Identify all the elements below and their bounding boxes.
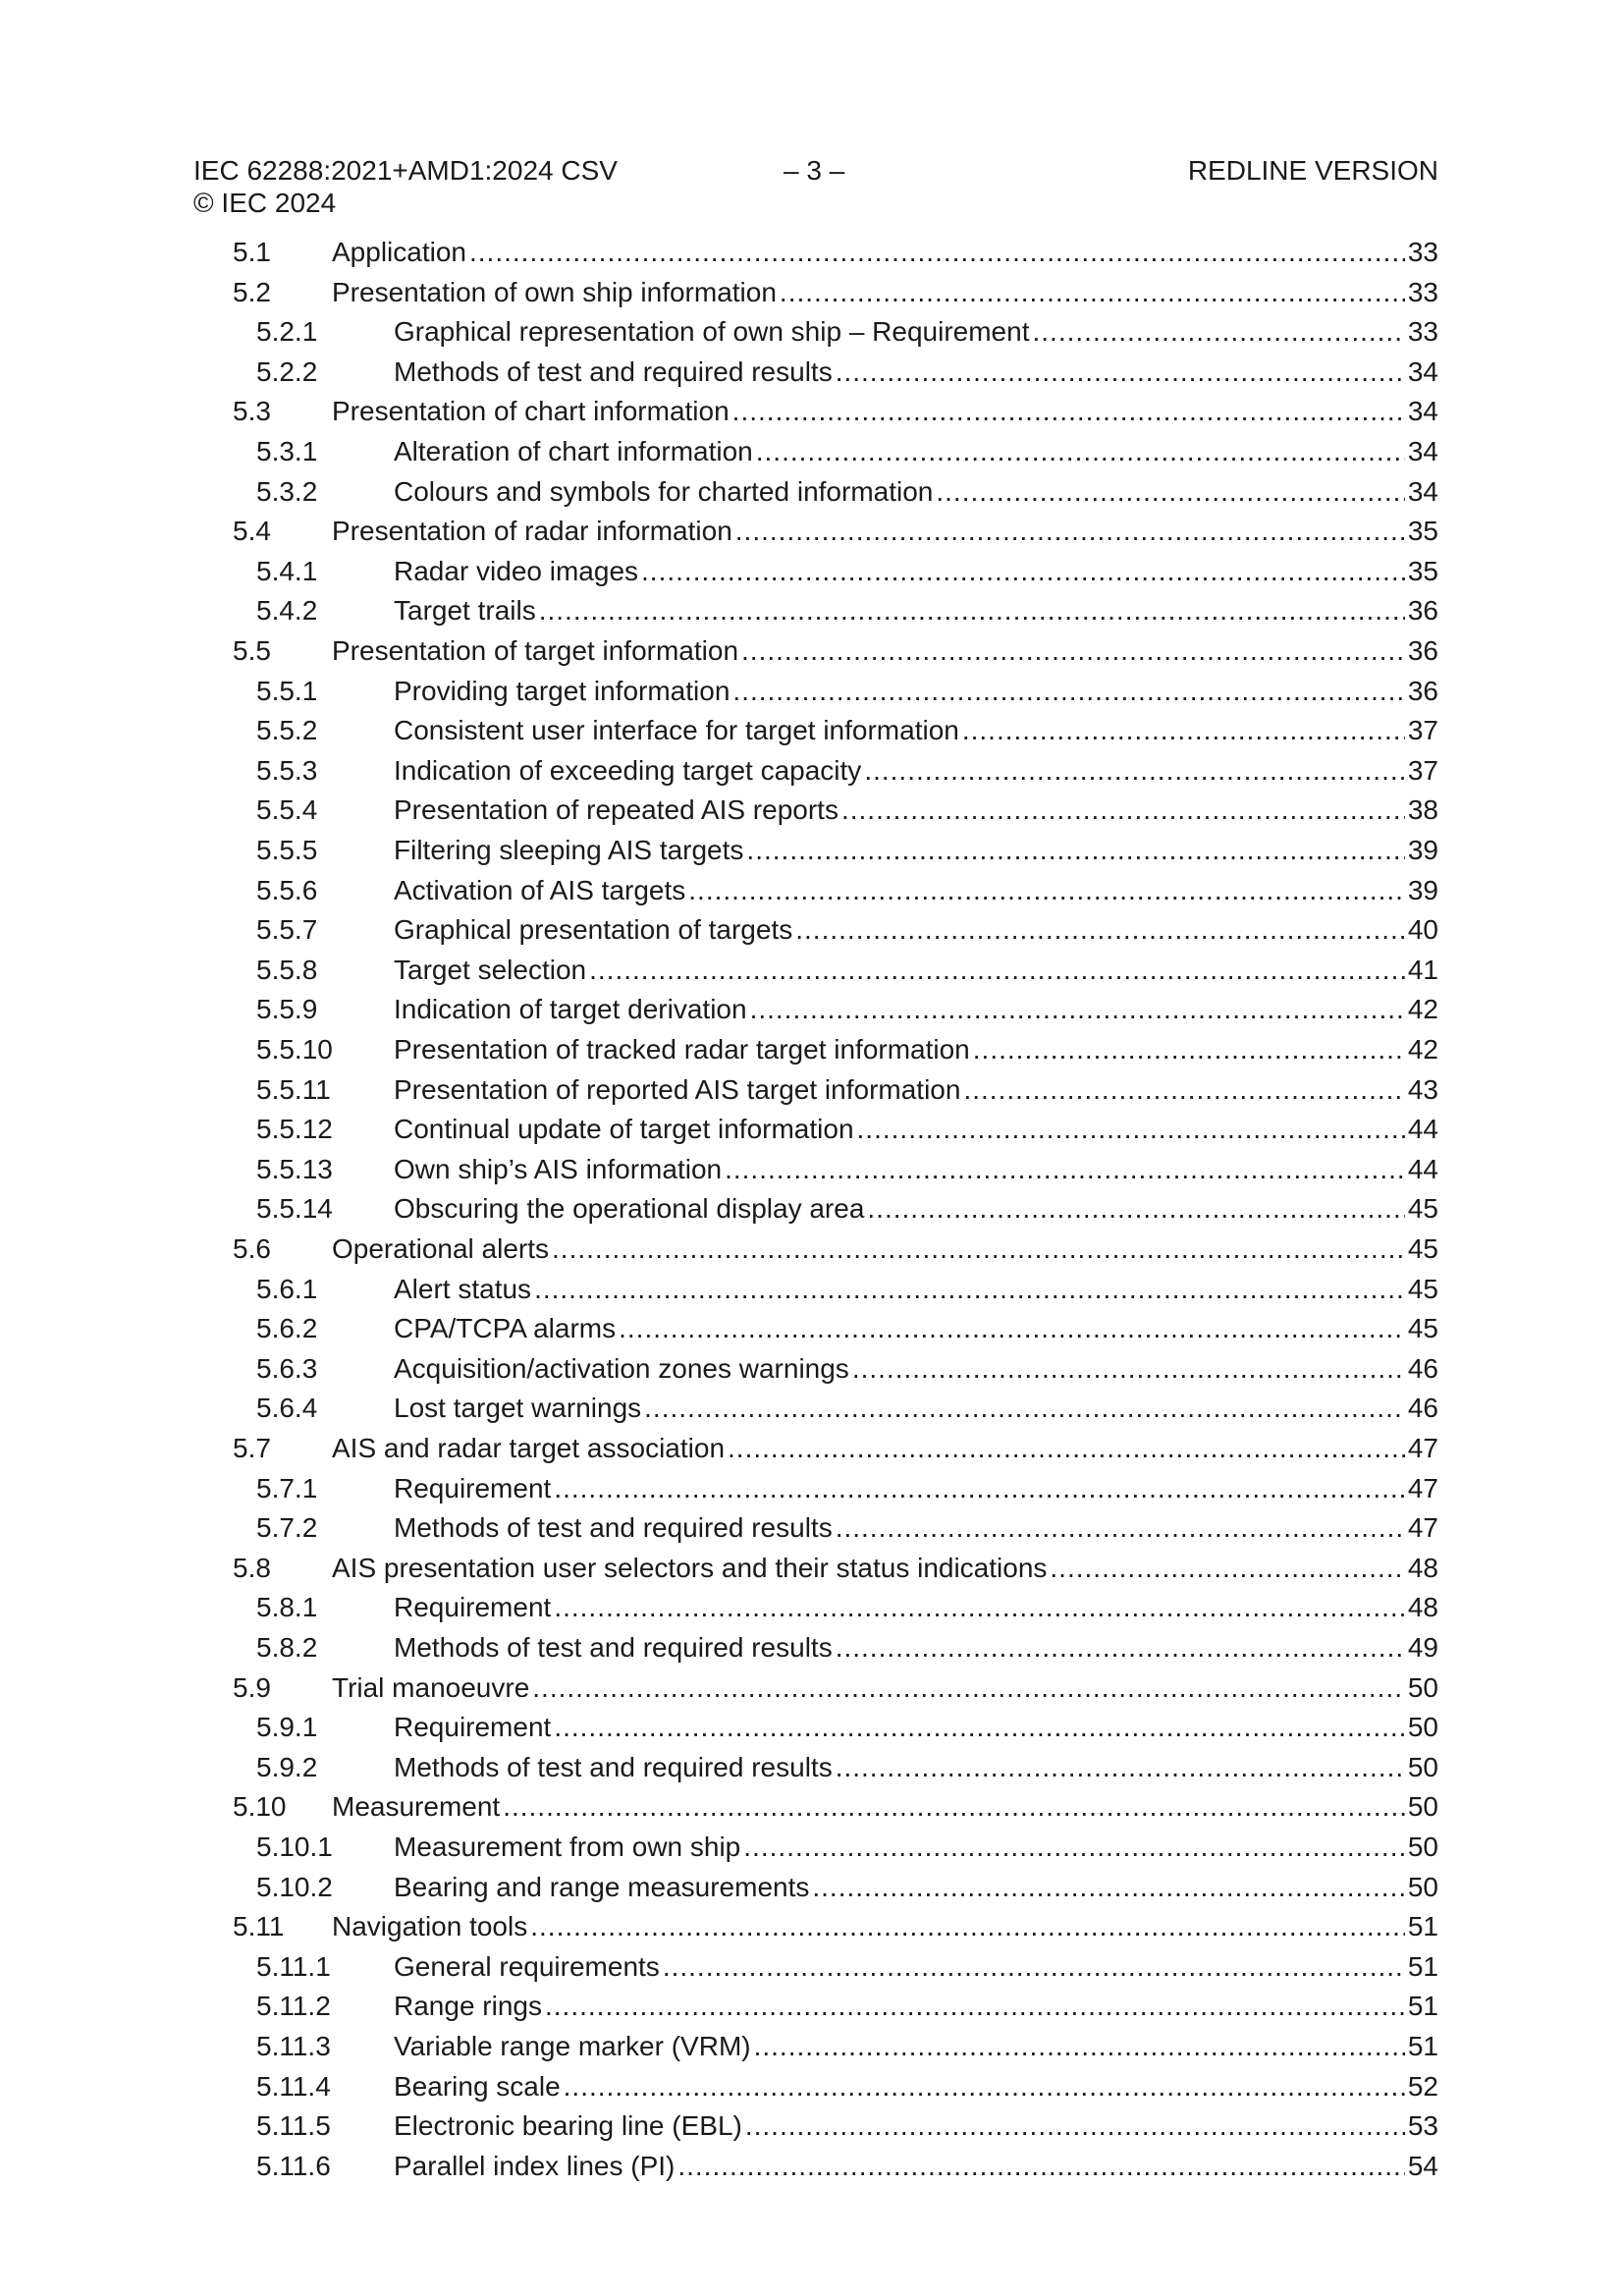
toc-entry-page: 50 (1407, 1712, 1438, 1743)
toc-entry-title: Continual update of target information (394, 1114, 854, 1145)
toc-entry-title: Activation of AIS targets (394, 874, 686, 905)
toc-entry-page: 45 (1407, 1233, 1438, 1264)
toc-entry-leader-dots (812, 1868, 1404, 1907)
toc-entry[interactable] (256, 312, 1438, 352)
toc-entry-leader-dots (641, 552, 1405, 591)
toc-entry-leader-dots (795, 910, 1405, 950)
toc-entry-leader-dots (552, 1230, 1405, 1269)
toc-entry-page: 50 (1407, 1671, 1438, 1703)
toc-entry[interactable] (256, 1309, 1438, 1348)
toc-entry-page: 36 (1407, 675, 1438, 706)
toc-entry-page: 36 (1407, 595, 1438, 627)
toc-entry-page: 45 (1407, 1273, 1438, 1304)
toc-entry-title: CPA/TCPA alarms (394, 1313, 617, 1344)
toc-entry-page: 34 (1407, 475, 1438, 507)
toc-entry-title: Target selection (394, 954, 587, 985)
toc-entry-leader-dots (936, 472, 1404, 512)
toc-entry[interactable] (233, 1549, 1438, 1588)
toc-entry[interactable] (256, 2027, 1438, 2066)
header-standard-id: IEC 62288:2021+AMD1:2024 CSV (193, 155, 618, 186)
toc-entry-leader-dots (1032, 312, 1404, 352)
toc-entry[interactable] (256, 1748, 1438, 1787)
toc-entry-title: Presentation of target information (332, 635, 739, 666)
toc-entry[interactable] (256, 552, 1438, 591)
toc-entry-leader-dots (732, 672, 1404, 711)
toc-entry-leader-dots (735, 512, 1405, 551)
toc-entry[interactable] (233, 1429, 1438, 1468)
toc-entry-leader-dots (503, 1787, 1405, 1827)
toc-entry[interactable] (233, 1907, 1438, 1946)
toc-entry-title: Requirement (394, 1472, 552, 1503)
toc-entry-leader-dots (725, 1150, 1405, 1189)
toc-entry[interactable] (233, 233, 1438, 272)
toc-entry[interactable] (256, 1469, 1438, 1508)
toc-entry[interactable] (256, 1828, 1438, 1867)
header-copyright: © IEC 2024 (193, 188, 337, 218)
toc-entry-title: Acquisition/activation zones warnings (394, 1352, 849, 1384)
toc-entry-number: 5.11.2 (256, 1991, 331, 2022)
toc-entry-number: 5.6.4 (256, 1393, 318, 1424)
toc-entry-number: 5.6.3 (256, 1352, 318, 1384)
toc-entry-page: 44 (1407, 1153, 1438, 1184)
toc-entry-leader-dots (554, 1588, 1405, 1627)
toc-entry-page: 44 (1407, 1114, 1438, 1145)
toc-entry-leader-dots (756, 432, 1405, 471)
toc-entry-number: 5.2.1 (256, 316, 318, 348)
toc-entry-page: 42 (1407, 994, 1438, 1025)
toc-entry-title: General requirements (394, 1950, 660, 1982)
toc-entry-page: 48 (1407, 1552, 1438, 1583)
toc-entry-page: 34 (1407, 396, 1438, 427)
toc-entry[interactable] (233, 631, 1438, 671)
toc-entry-page: 47 (1407, 1472, 1438, 1503)
toc-entry-leader-dots (534, 1270, 1405, 1309)
toc-entry-leader-dots (741, 631, 1405, 671)
toc-entry-leader-dots (750, 990, 1405, 1029)
toc-entry[interactable] (256, 1868, 1438, 1907)
toc-entry-page: 33 (1407, 237, 1438, 267)
toc-entry[interactable] (256, 1110, 1438, 1149)
toc-entry-page: 45 (1407, 1313, 1438, 1344)
header-page-number: – 3 – (784, 155, 845, 186)
toc-entry-leader-dots (530, 1907, 1405, 1946)
toc-entry-title: Consistent user interface for target information (394, 715, 959, 746)
toc-entry-page: 51 (1407, 1950, 1438, 1982)
toc-entry-title: Filtering sleeping AIS targets (394, 835, 744, 865)
toc-entry-page: 47 (1407, 1512, 1438, 1544)
toc-entry-number: 5.3.1 (256, 436, 318, 466)
toc-entry[interactable] (256, 1270, 1438, 1309)
toc-entry-title: Presentation of reported AIS target information (394, 1073, 961, 1105)
toc-entry-leader-dots (754, 2027, 1405, 2066)
toc-entry-title: Presentation of radar information (332, 516, 732, 547)
toc-entry-page: 41 (1407, 954, 1438, 985)
toc-entry-leader-dots (836, 1508, 1405, 1548)
toc-entry-number: 5.5.7 (256, 914, 318, 946)
toc-entry-number: 5.9.1 (256, 1712, 318, 1743)
toc-entry[interactable] (233, 512, 1438, 551)
toc-entry-title: Range rings (394, 1991, 542, 2022)
toc-entry-title: Trial manoeuvre (332, 1671, 530, 1703)
toc-entry[interactable] (256, 951, 1438, 990)
toc-entry-page: 52 (1407, 2070, 1438, 2102)
toc-entry-page: 36 (1407, 635, 1438, 666)
toc-entry-page: 51 (1407, 1911, 1438, 1942)
toc-entry[interactable] (256, 1189, 1438, 1229)
toc-entry-page: 50 (1407, 1871, 1438, 1902)
toc-entry[interactable] (256, 2147, 1438, 2186)
toc-entry-leader-dots (554, 1708, 1405, 1747)
toc-entry-leader-dots (663, 1947, 1405, 1987)
toc-entry-number: 5.5.2 (256, 715, 318, 746)
toc-entry-page: 38 (1407, 794, 1438, 826)
toc-entry-number: 5.9.2 (256, 1751, 318, 1782)
toc-entry-page: 53 (1407, 2110, 1438, 2142)
toc-entry-page: 34 (1407, 355, 1438, 387)
toc-entry-number: 5.11.1 (256, 1950, 331, 1982)
toc-entry[interactable] (256, 1150, 1438, 1189)
toc-entry-leader-dots (841, 791, 1405, 830)
toc-entry-number: 5.6.2 (256, 1313, 318, 1344)
toc-entry-title: Obscuring the operational display area (394, 1193, 865, 1225)
toc-entry-title: Presentation of own ship information (332, 276, 777, 307)
toc-entry-leader-dots (864, 751, 1405, 791)
toc-entry-leader-dots (745, 2106, 1405, 2146)
toc-entry-leader-dots (554, 1469, 1405, 1508)
toc-entry-number: 5.8.1 (256, 1592, 318, 1623)
toc-entry[interactable] (256, 2106, 1438, 2146)
toc-entry-page: 37 (1407, 715, 1438, 746)
toc-entry-title: Variable range marker (VRM) (394, 2031, 751, 2061)
toc-entry[interactable] (256, 990, 1438, 1029)
toc-entry-page: 47 (1407, 1433, 1438, 1463)
toc-entry-page: 43 (1407, 1073, 1438, 1105)
toc-entry-title: Application (332, 237, 466, 267)
toc-entry-title: Bearing and range measurements (394, 1871, 810, 1902)
toc-entry-number: 5.3 (233, 396, 271, 427)
toc-entry-number: 5.4.1 (256, 555, 318, 586)
toc-entry-leader-dots (857, 1110, 1405, 1149)
toc-entry-page: 45 (1407, 1193, 1438, 1225)
toc-entry[interactable] (256, 791, 1438, 830)
toc-entry[interactable] (256, 1628, 1438, 1667)
toc-entry-title: Presentation of chart information (332, 396, 730, 427)
toc-entry-leader-dots (836, 353, 1405, 392)
toc-entry-number: 5.6 (233, 1233, 271, 1264)
toc-entry-page: 51 (1407, 1991, 1438, 2022)
toc-entry-number: 5.11.6 (256, 2150, 331, 2181)
toc-entry-leader-dots (836, 1628, 1405, 1667)
toc-entry-leader-dots (545, 1987, 1405, 2026)
toc-entry-number: 5.7.2 (256, 1512, 318, 1544)
toc-entry[interactable] (256, 472, 1438, 512)
toc-entry-page: 37 (1407, 754, 1438, 786)
toc-entry-title: Own ship’s AIS information (394, 1153, 723, 1184)
toc-entry-title: Graphical presentation of targets (394, 914, 793, 946)
toc-entry[interactable] (256, 1708, 1438, 1747)
toc-entry-page: 39 (1407, 874, 1438, 905)
toc-entry-number: 5.10.1 (256, 1831, 333, 1862)
toc-entry-title: Measurement (332, 1791, 501, 1823)
toc-entry-leader-dots (867, 1189, 1404, 1229)
toc-entry-page: 39 (1407, 835, 1438, 865)
toc-entry-title: Methods of test and required results (394, 1632, 833, 1663)
toc-entry-page: 40 (1407, 914, 1438, 946)
toc-entry-page: 33 (1407, 276, 1438, 307)
toc-entry-title: Providing target information (394, 675, 730, 706)
toc-entry-leader-dots (1050, 1549, 1404, 1588)
toc-entry-title: Radar video images (394, 555, 639, 586)
toc-entry[interactable] (233, 1668, 1438, 1708)
toc-entry-number: 5.8 (233, 1552, 271, 1583)
toc-entry-number: 5.5.9 (256, 994, 318, 1025)
toc-entry-page: 46 (1407, 1393, 1438, 1424)
toc-entry-number: 5.4.2 (256, 595, 318, 627)
toc-entry-leader-dots (619, 1309, 1405, 1348)
toc-entry-title: Methods of test and required results (394, 355, 833, 387)
toc-entry[interactable] (256, 1588, 1438, 1627)
toc-entry-title: Bearing scale (394, 2070, 561, 2102)
toc-entry-number: 5.7.1 (256, 1472, 318, 1503)
toc-entry[interactable] (233, 273, 1438, 312)
toc-entry-title: Methods of test and required results (394, 1751, 833, 1782)
toc-entry-number: 5.7 (233, 1433, 271, 1463)
toc-entry-page: 54 (1407, 2150, 1438, 2181)
toc-entry-number: 5.4 (233, 516, 271, 547)
toc-entry-number: 5.5.5 (256, 835, 318, 865)
toc-entry-leader-dots (836, 1748, 1405, 1787)
toc-entry-number: 5.5.3 (256, 754, 318, 786)
toc-entry-title: Measurement from own ship (394, 1831, 741, 1862)
toc-entry-number: 5.10.2 (256, 1871, 333, 1902)
toc-entry-title: Alert status (394, 1273, 532, 1304)
toc-entry[interactable] (256, 432, 1438, 471)
toc-entry-leader-dots (743, 1828, 1405, 1867)
toc-entry-title: Navigation tools (332, 1911, 528, 1942)
toc-entry[interactable] (256, 1030, 1438, 1069)
toc-entry-number: 5.2 (233, 276, 271, 307)
toc-entry[interactable] (233, 1787, 1438, 1827)
toc-entry-title: Indication of exceeding target capacity (394, 754, 862, 786)
toc-entry-page: 50 (1407, 1831, 1438, 1862)
toc-entry[interactable] (233, 1230, 1438, 1269)
toc-entry-number: 5.3.2 (256, 475, 318, 507)
toc-entry-title: Presentation of tracked radar target information (394, 1034, 970, 1065)
toc-entry-page: 46 (1407, 1352, 1438, 1384)
toc-entry-title: Alteration of chart information (394, 436, 753, 466)
toc-entry[interactable] (256, 591, 1438, 630)
toc-entry[interactable] (256, 353, 1438, 392)
toc-entry-number: 5.5 (233, 635, 271, 666)
toc-entry-page: 35 (1407, 555, 1438, 586)
toc-entry-leader-dots (732, 392, 1405, 431)
toc-entry-number: 5.5.4 (256, 794, 318, 826)
toc-entry-number: 5.2.2 (256, 355, 318, 387)
toc-entry-leader-dots (644, 1389, 1405, 1428)
toc-entry-number: 5.1 (233, 237, 271, 267)
toc-entry-page: 51 (1407, 2031, 1438, 2061)
toc-entry-number: 5.5.11 (256, 1073, 331, 1105)
toc-entry-leader-dots (780, 273, 1405, 312)
toc-entry-number: 5.5.14 (256, 1193, 333, 1225)
toc-entry[interactable] (233, 392, 1438, 431)
toc-entry[interactable] (256, 2067, 1438, 2106)
toc-entry[interactable] (256, 1947, 1438, 1987)
toc-entry-number: 5.10 (233, 1791, 287, 1823)
toc-entry-number: 5.5.6 (256, 874, 318, 905)
toc-entry-number: 5.5.1 (256, 675, 318, 706)
toc-entry-title: Presentation of repeated AIS reports (394, 794, 839, 826)
toc-entry-title: Requirement (394, 1712, 552, 1743)
toc-entry-number: 5.11.5 (256, 2110, 331, 2142)
toc-entry-leader-dots (688, 871, 1405, 910)
toc-entry-title: Electronic bearing line (EBL) (394, 2110, 742, 2142)
toc-entry-number: 5.9 (233, 1671, 271, 1703)
toc-entry-leader-dots (963, 1070, 1404, 1110)
toc-entry-leader-dots (469, 233, 1405, 272)
toc-entry-number: 5.8.2 (256, 1632, 318, 1663)
toc-entry-leader-dots (746, 831, 1404, 870)
toc-entry[interactable] (256, 672, 1438, 711)
toc-entry[interactable] (256, 871, 1438, 910)
toc-entry-leader-dots (677, 2147, 1405, 2186)
toc-entry[interactable] (256, 1349, 1438, 1389)
toc-entry-page: 42 (1407, 1034, 1438, 1065)
toc-entry[interactable] (256, 751, 1438, 791)
toc-entry-leader-dots (973, 1030, 1405, 1069)
toc-entry-number: 5.5.12 (256, 1114, 333, 1145)
toc-entry-leader-dots (589, 951, 1405, 990)
toc-entry-number: 5.5.10 (256, 1034, 333, 1065)
toc-entry-leader-dots (728, 1429, 1405, 1468)
header-version: REDLINE VERSION (1187, 155, 1438, 186)
toc-entry-leader-dots (564, 2067, 1405, 2106)
toc-entry-title: AIS presentation user selectors and their status indications (332, 1552, 1048, 1583)
toc-entry[interactable] (256, 910, 1438, 950)
toc-entry-number: 5.11.3 (256, 2031, 331, 2061)
toc-entry-title: Requirement (394, 1592, 552, 1623)
toc-entry-page: 50 (1407, 1751, 1438, 1782)
toc-entry-page: 34 (1407, 436, 1438, 466)
toc-entry-title: Methods of test and required results (394, 1512, 833, 1544)
toc-entry-page: 49 (1407, 1632, 1438, 1663)
toc-entry-number: 5.6.1 (256, 1273, 318, 1304)
toc-entry-title: Operational alerts (332, 1233, 550, 1264)
toc-entry-title: Graphical representation of own ship – Requirement (394, 316, 1030, 348)
toc-entry-number: 5.5.13 (256, 1153, 333, 1184)
toc-entry-page: 33 (1407, 316, 1438, 348)
toc-entry[interactable] (256, 1508, 1438, 1548)
toc-entry-page: 50 (1407, 1791, 1438, 1823)
toc-entry-leader-dots (539, 591, 1405, 630)
toc-entry-title: Lost target warnings (394, 1393, 642, 1424)
toc-entry-leader-dots (852, 1349, 1405, 1389)
toc-entry-number: 5.11.4 (256, 2070, 331, 2102)
toc-entry-title: Parallel index lines (PI) (394, 2150, 676, 2181)
toc-entry[interactable] (256, 1070, 1438, 1110)
toc-entry[interactable] (256, 1987, 1438, 2026)
toc-entry-page: 48 (1407, 1592, 1438, 1623)
toc-entry-leader-dots (962, 711, 1405, 750)
toc-entry-number: 5.11 (233, 1911, 285, 1942)
toc-entry-title: Indication of target derivation (394, 994, 747, 1025)
toc-entry-leader-dots (532, 1668, 1405, 1708)
toc-entry-number: 5.5.8 (256, 954, 318, 985)
toc-entry-title: Colours and symbols for charted information (394, 475, 934, 507)
toc-entry[interactable] (256, 711, 1438, 750)
toc-entry-title: Target trails (394, 595, 536, 627)
toc-entry[interactable] (256, 1389, 1438, 1428)
toc-entry[interactable] (256, 831, 1438, 870)
toc-entry-page: 35 (1407, 516, 1438, 547)
toc-entry-title: AIS and radar target association (332, 1433, 726, 1463)
